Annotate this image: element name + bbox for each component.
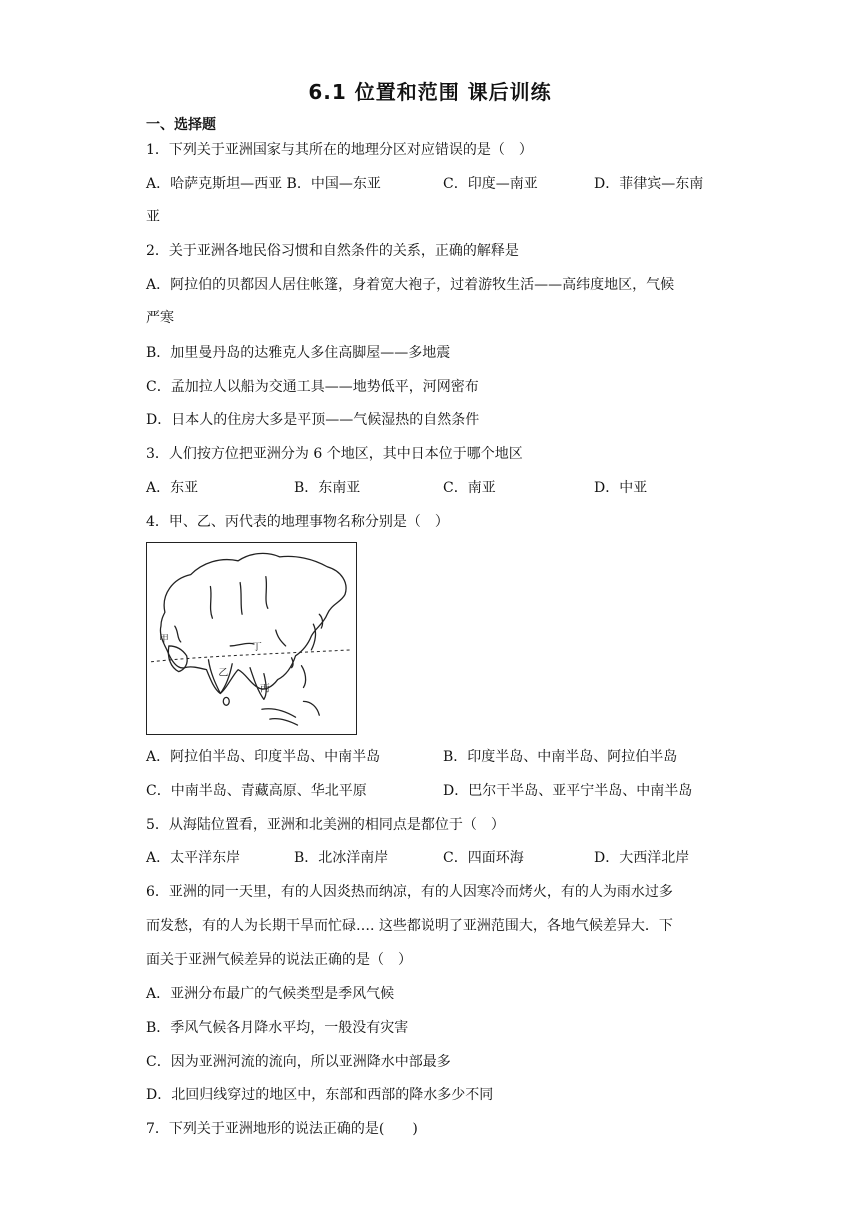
q5-option-d: D．大西洋北岸: [594, 850, 690, 866]
map-label-bing: 丙: [259, 683, 270, 695]
q2-option-a-continued: 严寒: [146, 310, 174, 326]
tropic-of-cancer-line: [151, 650, 351, 662]
asia-outline: [160, 553, 346, 693]
q1-option-ab: A．哈萨克斯坦—西亚 B．中国—东亚: [146, 176, 381, 192]
q4-option-c: C．中南半岛、青藏高原、华北平原: [146, 783, 367, 799]
q1-stem: 1．下列关于亚洲国家与其所在的地理分区对应错误的是（ ）: [146, 142, 533, 158]
q2-option-a: A．阿拉伯的贝都因人居住帐篷，身着宽大袍子，过着游牧生活——高纬度地区，气候: [146, 277, 675, 293]
q4-stem: 4．甲、乙、丙代表的地理事物名称分别是（ ）: [146, 514, 449, 530]
map-label-yi: 乙: [218, 667, 229, 679]
section-heading: 一、选择题: [146, 117, 216, 133]
q5-option-a: A．太平洋东岸: [146, 850, 241, 866]
q6-option-c: C．因为亚洲河流的流向，所以亚洲降水中部最多: [146, 1054, 451, 1070]
q3-option-d: D．中亚: [594, 480, 648, 496]
map-label-jia: 甲: [158, 633, 169, 645]
q1-option-d-continued: 亚: [146, 209, 160, 225]
q4-option-a: A．阿拉伯半岛、印度半岛、中南半岛: [146, 749, 381, 765]
q3-option-b: B．东南亚: [294, 480, 361, 496]
q6-option-d: D．北回归线穿过的地区中，东部和西部的降水多少不同: [146, 1087, 494, 1103]
map-label-ding: 丁: [251, 641, 262, 653]
q1-option-d: D．菲律宾—东南: [594, 176, 704, 192]
indonesia-islands: [262, 709, 296, 717]
q2-option-d: D．日本人的住房大多是平顶——气候湿热的自然条件: [146, 412, 480, 428]
q6-option-a: A．亚洲分布最广的气候类型是季风气候: [146, 986, 395, 1002]
q1-option-c: C．印度—南亚: [443, 176, 538, 192]
q3-option-a: A．东亚: [146, 480, 199, 496]
philippines: [301, 666, 305, 688]
q5-option-b: B．北冰洋南岸: [294, 850, 389, 866]
asia-map-svg: [147, 543, 356, 734]
q5-stem: 5．从海陆位置看，亚洲和北美洲的相同点是都位于（ ）: [146, 817, 505, 833]
q4-option-b: B．印度半岛、中南半岛、阿拉伯半岛: [443, 749, 678, 765]
q6-stem-line-3: 面关于亚洲气候差异的说法正确的是（ ）: [146, 952, 412, 968]
page-title: 6.1 位置和范围 课后训练: [308, 80, 552, 104]
q3-stem: 3．人们按方位把亚洲分为 6 个地区，其中日本位于哪个地区: [146, 446, 523, 462]
q5-option-c: C．四面环海: [443, 850, 524, 866]
q2-option-b: B．加里曼丹岛的达雅克人多住高脚屋——多地震: [146, 345, 451, 361]
japan-islands: [311, 624, 315, 650]
q6-option-b: B．季风气候各月降水平均，一般没有灾害: [146, 1020, 409, 1036]
q2-option-c: C．孟加拉人以船为交通工具——地势低平，河网密布: [146, 379, 479, 395]
q2-stem: 2．关于亚洲各地民俗习惯和自然条件的关系，正确的解释是: [146, 243, 519, 259]
q3-option-c: C．南亚: [443, 480, 496, 496]
asia-map-figure: [146, 542, 357, 735]
q7-stem: 7．下列关于亚洲地形的说法正确的是( ): [146, 1121, 418, 1137]
q6-stem-line-2: 而发愁，有的人为长期干旱而忙碌…. 这些都说明了亚洲范围大，各地气候差异大．下: [146, 918, 673, 934]
q6-stem-line-1: 6．亚洲的同一天里，有的人因炎热而纳凉，有的人因寒冷而烤火，有的人为雨水过多: [146, 884, 673, 900]
q4-option-d: D．巴尔干半岛、亚平宁半岛、中南半岛: [443, 783, 693, 799]
